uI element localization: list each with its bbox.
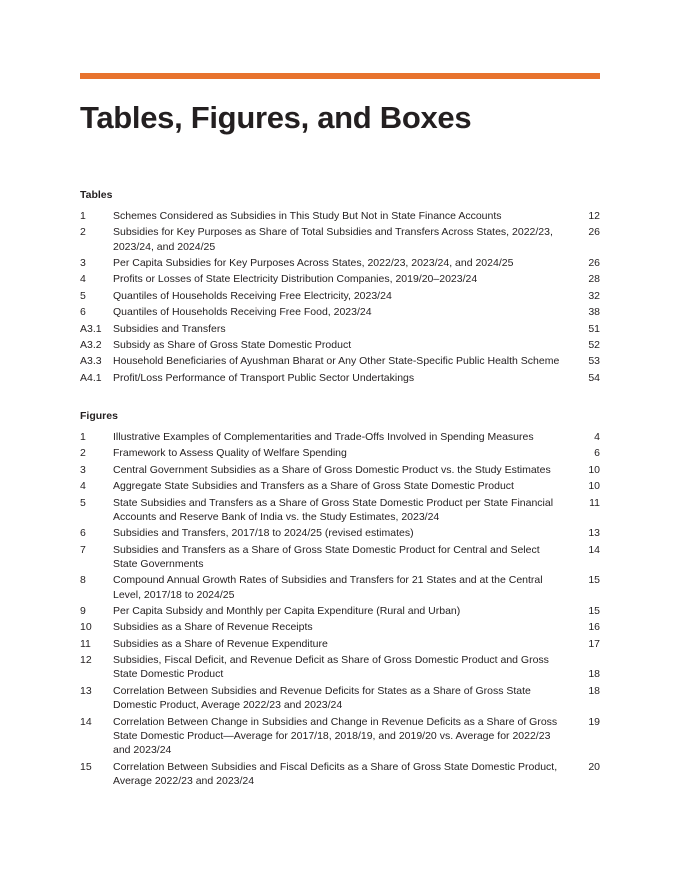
table-entry[interactable]	[80, 305, 600, 319]
table-entry[interactable]	[80, 354, 600, 368]
entry-page: 4	[594, 431, 600, 443]
entry-number: A4.1	[80, 371, 102, 384]
table-entry[interactable]	[80, 289, 600, 303]
figure-entry[interactable]	[80, 653, 600, 682]
entry-title: State Subsidies and Transfers as a Share of Gross State Domestic Product per State Financial Accounts and Reserve Bank of India vs. the Study Estimates, 2023/24	[113, 496, 554, 523]
table-entry[interactable]	[80, 225, 600, 254]
entry-title: Per Capita Subsidies for Key Purposes Across States, 2022/23, 2023/24, and 2024/25	[113, 257, 514, 270]
entry-number: 2	[80, 226, 86, 239]
entry-title: Quantiles of Households Receiving Free Electricity, 2023/24	[113, 289, 392, 302]
entry-page: 10	[588, 480, 600, 493]
entry-title: Profit/Loss Performance of Transport Public Sector Undertakings	[113, 371, 415, 384]
entry-page: 38	[588, 306, 600, 319]
figure-entry[interactable]	[80, 479, 600, 493]
figure-entry[interactable]	[80, 573, 600, 602]
entry-page: 17	[588, 637, 600, 650]
tables-heading: Tables	[80, 189, 113, 201]
entry-number: 8	[80, 574, 86, 587]
entry-title: Quantiles of Households Receiving Free Food, 2023/24	[113, 306, 372, 319]
entry-page: 26	[588, 257, 600, 270]
entry-page: 28	[588, 273, 600, 286]
entry-title: Subsidies and Transfers, 2017/18 to 2024/25 (revised estimates)	[113, 527, 414, 540]
entry-title: Subsidies for Key Purposes as Share of Total Subsidies and Transfers Across States, 2022/23, 2023/24, and 2024/25	[113, 226, 553, 253]
entry-number: 12	[80, 654, 92, 667]
entry-title: Correlation Between Change in Subsidies and Change in Revenue Deficits as a Share of Gross State Domestic Product—Average for 2017/18, 2018/19, and 2019/20 vs. Average for 2022/23 and 2023/24	[113, 715, 558, 757]
entry-number: 10	[80, 621, 92, 634]
entry-page: 53	[588, 355, 600, 368]
entry-page: 6	[594, 447, 600, 460]
entry-page: 18	[588, 668, 600, 681]
entry-number: 15	[80, 760, 92, 773]
entry-number: 5	[80, 289, 86, 302]
entry-number: A3.2	[80, 339, 102, 352]
figure-entry[interactable]	[80, 543, 600, 572]
entry-number: 3	[80, 463, 86, 476]
entry-page: 11	[589, 496, 600, 509]
entry-page: 52	[588, 339, 600, 352]
entry-title: Subsidies as a Share of Revenue Expenditure	[113, 637, 328, 650]
entry-page: 32	[588, 289, 600, 302]
figure-entry[interactable]	[80, 604, 600, 618]
entry-title: Subsidies and Transfers	[113, 322, 226, 335]
entry-number: 3	[80, 257, 86, 270]
entry-number: 7	[80, 543, 86, 556]
entry-number: 5	[80, 496, 86, 509]
tables-list	[80, 209, 600, 387]
entry-page: 16	[588, 621, 600, 634]
figure-entry[interactable]	[80, 620, 600, 634]
table-entry[interactable]	[80, 209, 600, 223]
entry-page: 54	[588, 371, 600, 384]
figure-entry[interactable]	[80, 430, 600, 444]
entry-page: 14	[588, 543, 600, 556]
entry-number: 9	[80, 605, 86, 618]
figure-entry[interactable]	[80, 760, 600, 789]
entry-title: Household Beneficiaries of Ayushman Bharat or Any Other State-Specific Public Health Scheme	[113, 355, 560, 368]
entry-number: 6	[80, 306, 86, 319]
table-entry[interactable]	[80, 272, 600, 286]
entry-number: 14	[80, 715, 92, 728]
entry-title: Central Government Subsidies as a Share of Gross Domestic Product vs. the Study Estimates	[113, 463, 551, 476]
entry-page: 10	[588, 463, 600, 476]
entry-title: Aggregate State Subsidies and Transfers as a Share of Gross State Domestic Product	[113, 480, 514, 493]
figures-heading: Figures	[80, 410, 118, 422]
entry-page: 20	[588, 760, 600, 773]
entry-number: 11	[80, 637, 91, 650]
entry-number: 13	[80, 684, 92, 697]
entry-number: 1	[80, 210, 86, 222]
figure-entry[interactable]	[80, 526, 600, 540]
entry-page: 26	[588, 226, 600, 239]
entry-number: 2	[80, 447, 86, 460]
entry-title: Framework to Assess Quality of Welfare Spending	[113, 447, 347, 460]
entry-page: 18	[588, 684, 600, 697]
entry-page: 51	[588, 322, 600, 335]
entry-number: A3.1	[80, 322, 102, 335]
table-entry[interactable]	[80, 256, 600, 270]
entry-title: Correlation Between Subsidies and Fiscal Deficits as a Share of Gross State Domestic Product, Average 2022/23 and 2023/24	[113, 760, 558, 787]
entry-title: Schemes Considered as Subsidies in This Study But Not in State Finance Accounts	[113, 210, 502, 222]
entry-number: 6	[80, 527, 86, 540]
entry-title: Correlation Between Subsidies and Revenue Deficits for States as a Share of Gross State Domestic Product, Average 2022/23 and 2023/24	[113, 684, 531, 712]
entry-title: Subsidies as a Share of Revenue Receipts	[113, 621, 313, 634]
entry-page: 13	[588, 527, 600, 540]
table-entry[interactable]	[80, 322, 600, 336]
entry-title: Illustrative Examples of Complementarities and Trade-Offs Involved in Spending Measures	[113, 431, 534, 443]
entry-title: Subsidy as Share of Gross State Domestic Product	[113, 339, 352, 352]
figure-entry[interactable]	[80, 463, 600, 477]
entry-page: 15	[588, 605, 600, 618]
entry-number: A3.3	[80, 355, 102, 368]
entry-page: 15	[588, 574, 600, 587]
figure-entry[interactable]	[80, 684, 600, 713]
figure-entry[interactable]	[80, 446, 600, 460]
entry-title: Per Capita Subsidy and Monthly per Capita Expenditure (Rural and Urban)	[113, 605, 461, 618]
entry-number: 1	[80, 431, 86, 443]
figure-entry[interactable]	[80, 637, 600, 651]
entry-page: 19	[588, 715, 600, 728]
entry-title: Compound Annual Growth Rates of Subsidies and Transfers for 21 States and at the Central Level, 2017/18 to 2024/25	[113, 574, 543, 601]
entry-number: 4	[80, 273, 86, 286]
figure-entry[interactable]	[80, 496, 600, 525]
table-entry[interactable]	[80, 371, 600, 385]
accent-rule	[80, 73, 600, 79]
page-title: Tables, Figures, and Boxes	[80, 100, 472, 135]
figure-entry[interactable]	[80, 715, 600, 758]
entry-page: 12	[588, 210, 600, 222]
figures-list	[80, 430, 600, 790]
table-entry[interactable]	[80, 338, 600, 352]
entry-title: Subsidies and Transfers as a Share of Gross State Domestic Product for Central and Select State Governments	[113, 543, 540, 570]
entry-title: Subsidies, Fiscal Deficit, and Revenue Deficit as Share of Gross Domestic Product and Gross State Domestic Product	[113, 654, 549, 681]
entry-title: Profits or Losses of State Electricity Distribution Companies, 2019/20–2023/24	[113, 273, 478, 286]
entry-number: 4	[80, 480, 86, 493]
